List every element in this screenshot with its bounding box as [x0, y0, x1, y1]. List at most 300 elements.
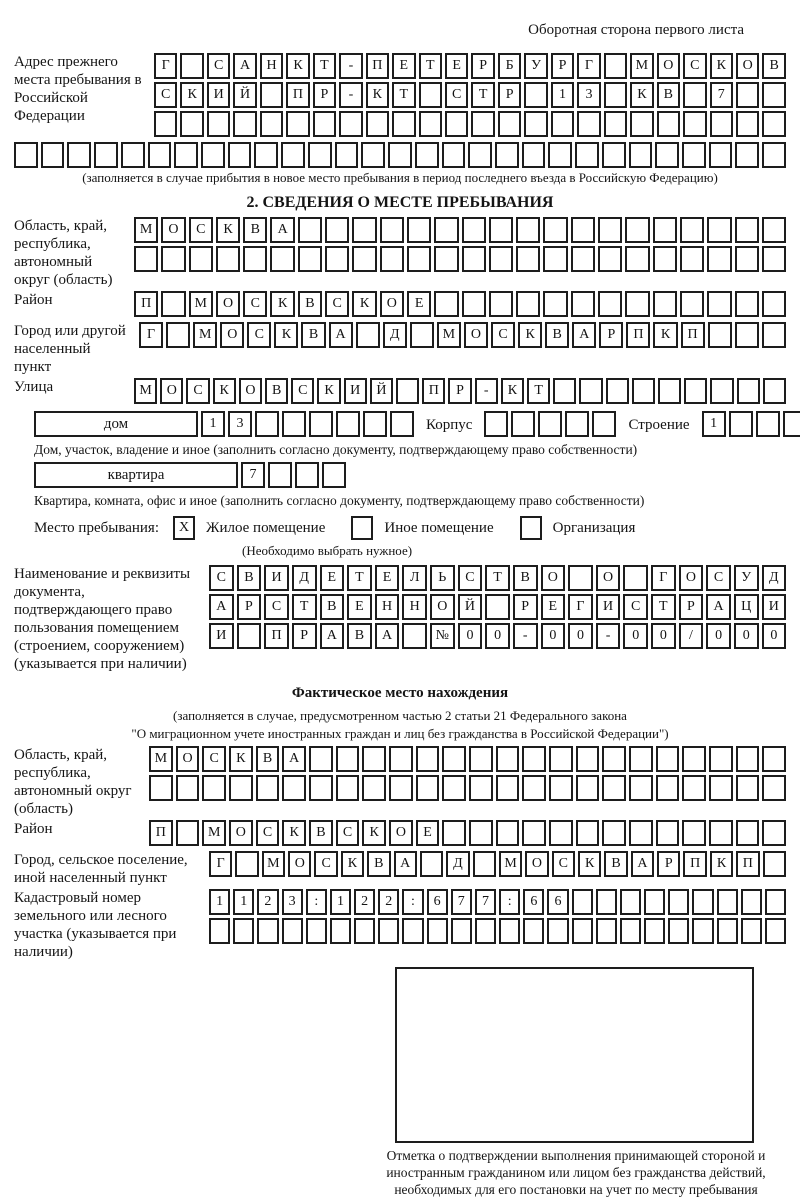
char-cell[interactable]	[362, 746, 386, 772]
char-cell[interactable]: О	[596, 565, 621, 591]
char-cell[interactable]	[692, 918, 713, 944]
char-cell[interactable]	[763, 378, 786, 404]
char-cell[interactable]: М	[630, 53, 653, 79]
char-cell[interactable]: Р	[292, 623, 317, 649]
char-cell[interactable]: Д	[383, 322, 407, 348]
char-cell[interactable]: Ь	[430, 565, 455, 591]
char-cell[interactable]	[763, 851, 786, 877]
char-cell[interactable]	[571, 217, 595, 243]
char-cell[interactable]	[286, 111, 309, 137]
checkbox-other-premises[interactable]	[351, 516, 373, 540]
char-cell[interactable]: С	[207, 53, 230, 79]
char-cell[interactable]	[630, 111, 653, 137]
char-cell[interactable]: 0	[541, 623, 566, 649]
char-cell[interactable]	[735, 291, 759, 317]
char-cell[interactable]	[565, 411, 589, 437]
char-cell[interactable]: В	[237, 565, 262, 591]
char-cell[interactable]	[161, 246, 185, 272]
char-cell[interactable]	[462, 217, 486, 243]
char-cell[interactable]	[707, 291, 731, 317]
char-cell[interactable]	[657, 111, 680, 137]
char-cell[interactable]	[762, 246, 786, 272]
char-cell[interactable]: Т	[313, 53, 336, 79]
char-cell[interactable]: К	[710, 53, 733, 79]
char-cell[interactable]	[434, 246, 458, 272]
char-cell[interactable]	[216, 246, 240, 272]
char-cell[interactable]	[402, 918, 423, 944]
char-cell[interactable]: С	[706, 565, 731, 591]
char-cell[interactable]: С	[683, 53, 706, 79]
prev-address-row-1[interactable]	[154, 53, 786, 79]
char-cell[interactable]	[268, 462, 292, 488]
char-cell[interactable]: К	[501, 378, 524, 404]
char-cell[interactable]	[496, 820, 520, 846]
char-cell[interactable]	[336, 411, 360, 437]
char-cell[interactable]: А	[394, 851, 417, 877]
char-cell[interactable]: П	[681, 322, 705, 348]
char-cell[interactable]	[623, 565, 648, 591]
char-cell[interactable]	[415, 142, 439, 168]
char-cell[interactable]	[538, 411, 562, 437]
char-cell[interactable]	[548, 142, 572, 168]
char-cell[interactable]	[658, 378, 681, 404]
char-cell[interactable]: -	[513, 623, 538, 649]
char-cell[interactable]	[522, 820, 546, 846]
char-cell[interactable]: Р	[313, 82, 336, 108]
char-cell[interactable]	[419, 82, 442, 108]
char-cell[interactable]: В	[265, 378, 288, 404]
char-cell[interactable]: Й	[370, 378, 393, 404]
char-cell[interactable]: Е	[347, 594, 372, 620]
char-cell[interactable]	[625, 291, 649, 317]
char-cell[interactable]	[602, 746, 626, 772]
char-cell[interactable]: -	[339, 53, 362, 79]
char-cell[interactable]	[632, 378, 655, 404]
document-row-1[interactable]	[209, 565, 786, 591]
char-cell[interactable]	[257, 918, 278, 944]
document-row-3[interactable]	[209, 623, 786, 649]
char-cell[interactable]	[469, 820, 493, 846]
actual-city-row[interactable]	[209, 851, 786, 877]
char-cell[interactable]	[174, 142, 198, 168]
char-cell[interactable]	[361, 142, 385, 168]
char-cell[interactable]	[598, 246, 622, 272]
korpus-cells[interactable]	[484, 411, 616, 437]
char-cell[interactable]: К	[270, 291, 294, 317]
char-cell[interactable]: С	[325, 291, 349, 317]
char-cell[interactable]: :	[402, 889, 423, 915]
char-cell[interactable]: 0	[762, 623, 787, 649]
char-cell[interactable]	[656, 820, 680, 846]
char-cell[interactable]	[684, 378, 707, 404]
char-cell[interactable]	[522, 775, 546, 801]
char-cell[interactable]: Т	[485, 565, 510, 591]
char-cell[interactable]	[489, 291, 513, 317]
char-cell[interactable]	[434, 217, 458, 243]
char-cell[interactable]	[516, 217, 540, 243]
char-cell[interactable]	[496, 746, 520, 772]
char-cell[interactable]	[389, 746, 413, 772]
char-cell[interactable]: 7	[241, 462, 265, 488]
char-cell[interactable]: О	[176, 746, 200, 772]
char-cell[interactable]	[543, 217, 567, 243]
char-cell[interactable]	[765, 889, 786, 915]
char-cell[interactable]	[709, 820, 733, 846]
char-cell[interactable]	[604, 82, 627, 108]
char-cell[interactable]: М	[134, 217, 158, 243]
char-cell[interactable]	[620, 918, 641, 944]
char-cell[interactable]: 2	[354, 889, 375, 915]
char-cell[interactable]	[644, 918, 665, 944]
char-cell[interactable]: В	[367, 851, 390, 877]
char-cell[interactable]	[282, 411, 306, 437]
char-cell[interactable]: В	[545, 322, 569, 348]
char-cell[interactable]: К	[229, 746, 253, 772]
char-cell[interactable]	[484, 411, 508, 437]
char-cell[interactable]	[553, 378, 576, 404]
char-cell[interactable]	[14, 142, 38, 168]
char-cell[interactable]: 0	[734, 623, 759, 649]
char-cell[interactable]	[571, 291, 595, 317]
char-cell[interactable]	[41, 142, 65, 168]
char-cell[interactable]: О	[229, 820, 253, 846]
char-cell[interactable]	[741, 889, 762, 915]
char-cell[interactable]	[735, 217, 759, 243]
prev-address-row-3[interactable]	[154, 111, 786, 137]
char-cell[interactable]	[148, 142, 172, 168]
char-cell[interactable]	[602, 820, 626, 846]
char-cell[interactable]	[378, 918, 399, 944]
char-cell[interactable]	[765, 918, 786, 944]
char-cell[interactable]	[741, 918, 762, 944]
char-cell[interactable]: Д	[446, 851, 469, 877]
char-cell[interactable]: В	[298, 291, 322, 317]
char-cell[interactable]: Р	[498, 82, 521, 108]
char-cell[interactable]: 6	[547, 889, 568, 915]
char-cell[interactable]	[489, 217, 513, 243]
char-cell[interactable]: К	[578, 851, 601, 877]
char-cell[interactable]	[496, 775, 520, 801]
char-cell[interactable]: Р	[448, 378, 471, 404]
char-cell[interactable]	[592, 411, 616, 437]
char-cell[interactable]: У	[734, 565, 759, 591]
char-cell[interactable]: Г	[651, 565, 676, 591]
char-cell[interactable]: С	[458, 565, 483, 591]
actual-region-row-2[interactable]	[149, 775, 786, 801]
checkbox-organization[interactable]	[520, 516, 542, 540]
char-cell[interactable]: Е	[445, 53, 468, 79]
char-cell[interactable]: Н	[260, 53, 283, 79]
char-cell[interactable]: К	[710, 851, 733, 877]
char-cell[interactable]: 6	[523, 889, 544, 915]
char-cell[interactable]	[201, 142, 225, 168]
char-cell[interactable]	[420, 851, 443, 877]
char-cell[interactable]: Р	[551, 53, 574, 79]
char-cell[interactable]: В	[243, 217, 267, 243]
char-cell[interactable]	[668, 918, 689, 944]
char-cell[interactable]: С	[202, 746, 226, 772]
char-cell[interactable]: 3	[282, 889, 303, 915]
char-cell[interactable]: 1	[233, 889, 254, 915]
char-cell[interactable]	[392, 111, 415, 137]
char-cell[interactable]	[549, 746, 573, 772]
char-cell[interactable]	[596, 918, 617, 944]
char-cell[interactable]: Л	[402, 565, 427, 591]
char-cell[interactable]: 2	[378, 889, 399, 915]
char-cell[interactable]: Н	[375, 594, 400, 620]
char-cell[interactable]	[121, 142, 145, 168]
actual-region-row-1[interactable]	[149, 746, 786, 772]
char-cell[interactable]	[516, 291, 540, 317]
stroenie-cells[interactable]	[702, 411, 800, 437]
char-cell[interactable]: А	[282, 746, 306, 772]
char-cell[interactable]	[94, 142, 118, 168]
char-cell[interactable]: Е	[392, 53, 415, 79]
char-cell[interactable]	[729, 411, 753, 437]
char-cell[interactable]: С	[336, 820, 360, 846]
char-cell[interactable]	[352, 246, 376, 272]
char-cell[interactable]: Е	[375, 565, 400, 591]
char-cell[interactable]: -	[339, 82, 362, 108]
char-cell[interactable]: 3	[577, 82, 600, 108]
char-cell[interactable]	[692, 889, 713, 915]
char-cell[interactable]	[571, 246, 595, 272]
char-cell[interactable]	[653, 217, 677, 243]
char-cell[interactable]	[498, 111, 521, 137]
char-cell[interactable]	[522, 142, 546, 168]
char-cell[interactable]	[396, 378, 419, 404]
char-cell[interactable]	[254, 142, 278, 168]
char-cell[interactable]	[629, 775, 653, 801]
char-cell[interactable]: К	[366, 82, 389, 108]
char-cell[interactable]	[783, 411, 800, 437]
char-cell[interactable]: Т	[471, 82, 494, 108]
char-cell[interactable]: Т	[292, 594, 317, 620]
char-cell[interactable]: К	[341, 851, 364, 877]
char-cell[interactable]	[602, 775, 626, 801]
char-cell[interactable]: И	[207, 82, 230, 108]
cadastre-row-2[interactable]	[209, 918, 786, 944]
char-cell[interactable]	[717, 889, 738, 915]
char-cell[interactable]	[442, 775, 466, 801]
char-cell[interactable]: Г	[209, 851, 232, 877]
actual-district-row[interactable]	[149, 820, 786, 846]
char-cell[interactable]	[717, 918, 738, 944]
char-cell[interactable]	[380, 246, 404, 272]
char-cell[interactable]	[363, 411, 387, 437]
char-cell[interactable]: В	[320, 594, 345, 620]
char-cell[interactable]	[682, 820, 706, 846]
char-cell[interactable]	[336, 775, 360, 801]
char-cell[interactable]: А	[375, 623, 400, 649]
char-cell[interactable]	[228, 142, 252, 168]
char-cell[interactable]: П	[626, 322, 650, 348]
char-cell[interactable]	[523, 918, 544, 944]
char-cell[interactable]	[270, 246, 294, 272]
char-cell[interactable]	[366, 111, 389, 137]
char-cell[interactable]	[710, 378, 733, 404]
char-cell[interactable]: С	[247, 322, 271, 348]
char-cell[interactable]	[575, 142, 599, 168]
char-cell[interactable]	[655, 142, 679, 168]
char-cell[interactable]: О	[541, 565, 566, 591]
char-cell[interactable]: :	[306, 889, 327, 915]
char-cell[interactable]: 1	[209, 889, 230, 915]
char-cell[interactable]: 0	[623, 623, 648, 649]
char-cell[interactable]	[598, 291, 622, 317]
char-cell[interactable]	[489, 246, 513, 272]
char-cell[interactable]	[710, 111, 733, 137]
char-cell[interactable]: О	[657, 53, 680, 79]
prev-address-row-4[interactable]	[14, 142, 786, 168]
char-cell[interactable]	[736, 746, 760, 772]
char-cell[interactable]	[735, 322, 759, 348]
char-cell[interactable]	[549, 820, 573, 846]
char-cell[interactable]: К	[362, 820, 386, 846]
char-cell[interactable]	[762, 111, 785, 137]
char-cell[interactable]	[682, 746, 706, 772]
char-cell[interactable]	[434, 291, 458, 317]
char-cell[interactable]	[229, 775, 253, 801]
char-cell[interactable]: А	[233, 53, 256, 79]
char-cell[interactable]: Е	[541, 594, 566, 620]
char-cell[interactable]: П	[422, 378, 445, 404]
char-cell[interactable]: Р	[599, 322, 623, 348]
char-cell[interactable]	[256, 775, 280, 801]
char-cell[interactable]: Е	[320, 565, 345, 591]
char-cell[interactable]: М	[134, 378, 157, 404]
char-cell[interactable]: 1	[551, 82, 574, 108]
char-cell[interactable]	[551, 111, 574, 137]
char-cell[interactable]: М	[189, 291, 213, 317]
char-cell[interactable]: К	[282, 820, 306, 846]
house-number-cells[interactable]	[201, 411, 414, 437]
char-cell[interactable]: А	[329, 322, 353, 348]
char-cell[interactable]	[543, 291, 567, 317]
char-cell[interactable]	[543, 246, 567, 272]
char-cell[interactable]	[625, 246, 649, 272]
char-cell[interactable]	[598, 217, 622, 243]
char-cell[interactable]	[389, 775, 413, 801]
char-cell[interactable]	[576, 746, 600, 772]
char-cell[interactable]	[576, 820, 600, 846]
char-cell[interactable]: К	[180, 82, 203, 108]
char-cell[interactable]	[325, 246, 349, 272]
char-cell[interactable]	[602, 142, 626, 168]
char-cell[interactable]: М	[202, 820, 226, 846]
char-cell[interactable]: А	[270, 217, 294, 243]
char-cell[interactable]	[207, 111, 230, 137]
char-cell[interactable]	[176, 775, 200, 801]
char-cell[interactable]: А	[320, 623, 345, 649]
char-cell[interactable]	[336, 746, 360, 772]
char-cell[interactable]: Б	[498, 53, 521, 79]
char-cell[interactable]	[579, 378, 602, 404]
char-cell[interactable]	[549, 775, 573, 801]
char-cell[interactable]	[149, 775, 173, 801]
char-cell[interactable]	[547, 918, 568, 944]
char-cell[interactable]: О	[239, 378, 262, 404]
char-cell[interactable]: 0	[485, 623, 510, 649]
char-cell[interactable]: С	[256, 820, 280, 846]
char-cell[interactable]	[166, 322, 190, 348]
char-cell[interactable]: С	[209, 565, 234, 591]
char-cell[interactable]	[656, 746, 680, 772]
char-cell[interactable]	[656, 775, 680, 801]
char-cell[interactable]	[735, 142, 759, 168]
char-cell[interactable]: Р	[657, 851, 680, 877]
char-cell[interactable]	[737, 378, 760, 404]
char-cell[interactable]: Т	[347, 565, 372, 591]
char-cell[interactable]: Н	[402, 594, 427, 620]
document-row-2[interactable]	[209, 594, 786, 620]
char-cell[interactable]: 0	[458, 623, 483, 649]
char-cell[interactable]	[475, 918, 496, 944]
char-cell[interactable]	[653, 291, 677, 317]
char-cell[interactable]	[522, 746, 546, 772]
char-cell[interactable]	[524, 111, 547, 137]
char-cell[interactable]	[442, 142, 466, 168]
char-cell[interactable]: Г	[154, 53, 177, 79]
char-cell[interactable]	[644, 889, 665, 915]
char-cell[interactable]	[762, 820, 786, 846]
char-cell[interactable]	[309, 775, 333, 801]
char-cell[interactable]	[282, 918, 303, 944]
char-cell[interactable]: Ц	[734, 594, 759, 620]
char-cell[interactable]	[709, 775, 733, 801]
char-cell[interactable]	[442, 746, 466, 772]
char-cell[interactable]: Д	[292, 565, 317, 591]
char-cell[interactable]: Т	[527, 378, 550, 404]
char-cell[interactable]: К	[317, 378, 340, 404]
char-cell[interactable]	[680, 246, 704, 272]
char-cell[interactable]: С	[154, 82, 177, 108]
char-cell[interactable]	[499, 918, 520, 944]
char-cell[interactable]: О	[679, 565, 704, 591]
char-cell[interactable]: С	[314, 851, 337, 877]
char-cell[interactable]	[313, 111, 336, 137]
char-cell[interactable]: -	[596, 623, 621, 649]
char-cell[interactable]: А	[209, 594, 234, 620]
char-cell[interactable]	[572, 889, 593, 915]
char-cell[interactable]: С	[189, 217, 213, 243]
char-cell[interactable]: О	[736, 53, 759, 79]
char-cell[interactable]: К	[630, 82, 653, 108]
char-cell[interactable]: 3	[228, 411, 252, 437]
char-cell[interactable]	[416, 746, 440, 772]
apartment-cells[interactable]	[241, 462, 346, 488]
char-cell[interactable]	[154, 111, 177, 137]
char-cell[interactable]: И	[596, 594, 621, 620]
char-cell[interactable]: С	[491, 322, 515, 348]
char-cell[interactable]	[604, 111, 627, 137]
char-cell[interactable]: П	[264, 623, 289, 649]
char-cell[interactable]	[604, 53, 627, 79]
char-cell[interactable]	[708, 322, 732, 348]
char-cell[interactable]	[451, 918, 472, 944]
char-cell[interactable]: /	[679, 623, 704, 649]
char-cell[interactable]: О	[220, 322, 244, 348]
char-cell[interactable]: П	[366, 53, 389, 79]
char-cell[interactable]: -	[475, 378, 498, 404]
char-cell[interactable]	[260, 82, 283, 108]
cadastre-row-1[interactable]	[209, 889, 786, 915]
char-cell[interactable]: 7	[710, 82, 733, 108]
char-cell[interactable]	[442, 820, 466, 846]
char-cell[interactable]	[298, 246, 322, 272]
char-cell[interactable]	[339, 111, 362, 137]
char-cell[interactable]	[682, 142, 706, 168]
